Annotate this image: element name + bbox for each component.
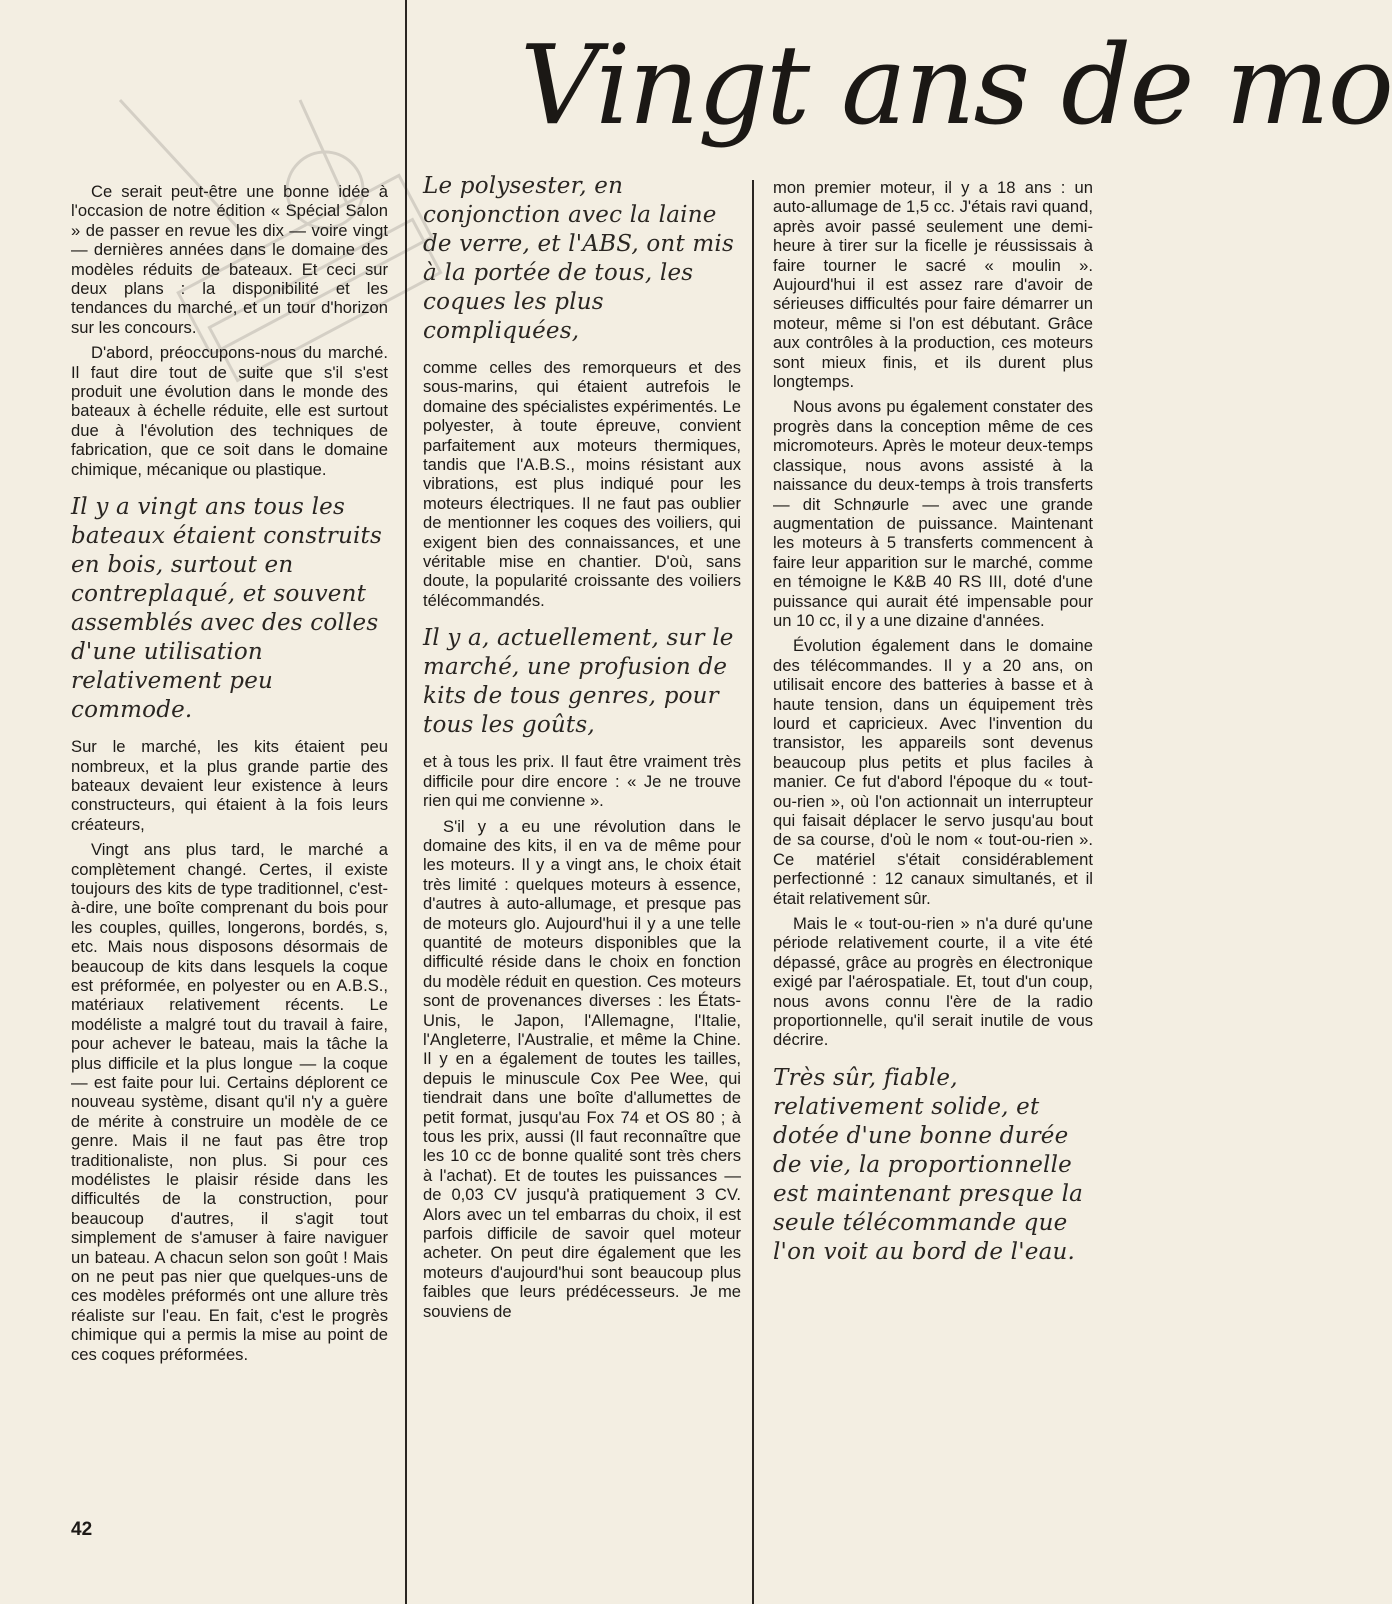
paragraph: Évolution également dans le domaine des télécommandes. Il y a 20 ans, on utilisait encore des batteries à basse et à haute tension, dans un équipement très lourd et capricieux. Avec l'invention du transistor, les appareils sont devenus beaucoup plus petits et plus faciles à manier. Ce fut d'abord l'époque du « tout-ou-rien », où l'on actionnait un interrupteur qui faisait déplacer le servo jusqu'au bout de sa course, d'où le nom « tout-ou-rien ». Ce matériel s'était considérablement perfectionné : 12 canaux simultanés, et il était relativement sûr. [773, 636, 1093, 908]
column-3 [773, 178, 1093, 1279]
paragraph: Vingt ans plus tard, le marché a complètement changé. Certes, il existe toujours des kits de type traditionnel, c'est-à-dire, une boîte comprenant du bois pour les couples, quilles, longerons, bordés, s, etc. Mais nous disposons désormais de beaucoup de kits dans lesquels la coque est préformée, en polyester ou en A.B.S., matériaux relativement récents. Le modéliste a malgré tout du travail à faire, pour achever le bateau, mais la tâche la plus difficile et la plus longue — la coque — est faite pour lui. Certains déplorent ce nouveau système, disant qu'il n'y a guère de mérite à construire un modèle de ce genre. Mais il ne faut pas être trop traditionaliste, non plus. Si pour ces modélistes le plaisir réside dans les difficultés de la construction, pour beaucoup d'autres, il s'agit tout simplement de s'amuser à faire naviguer un bateau. A chacun selon son goût ! Mais on ne peut pas nier que quelques-uns de ces modèles préformés ont une allure très réaliste sur l'eau. En fait, c'est le progrès chimique qui a permis la mise au point de ces coques préformées. [71, 840, 388, 1364]
pull-quote: Il y a vingt ans tous les bateaux étaient construits en bois, surtout en contreplaqué, et souvent assemblés avec des colles d'une utilisation relativement peu commode. [71, 494, 382, 724]
column-1 [71, 182, 388, 1370]
pull-quote: Très sûr, fiable, relativement solide, et dotée d'une bonne durée de vie, la proportionnelle est maintenant presque la seule télécommande que l'on voit au bord de l'eau. [773, 1064, 1084, 1265]
paragraph: et à tous les prix. Il faut être vraiment très difficile pour dire encore : « Je ne trouve rien qui me convienne ». [423, 752, 741, 811]
paragraph: comme celles des remorqueurs et des sous-marins, qui étaient autrefois le domaine des spécialistes expérimentés. Le polyester, à toute épreuve, convient parfaitement aux moteurs thermiques, tandis que l'A.B.S., moins résistant aux vibrations, est plus indiqué pour les moteurs électriques. Il ne faut pas oublier de mentionner les coques des voiliers, qui exigent bien des connaissances, et une véritable mise en chantier. D'où, sans doute, la popularité croissante des voiliers télécommandés. [423, 358, 741, 610]
paragraph: Nous avons pu également constater des progrès dans la conception même de ces micromoteurs. Après le moteur deux-temps classique, nous avons assisté à la naissance du deux-temps à trois transferts — dit Schnøurle — avec une grande augmentation de puissance. Maintenant les moteurs à 5 transferts commencent à faire leur apparition sur le marché, comme en témoigne le K&B 40 RS III, doté d'une puissance qui aurait été impensable pour un 10 cc, il y a une dizaine d'années. [773, 397, 1093, 630]
paragraph: mon premier moteur, il y a 18 ans : un auto-allumage de 1,5 cc. J'étais ravi quand, après avoir passé seulement une demi-heure à tirer sur la ficelle je réussissais à faire tourner le sacré « moulin ». Aujourd'hui il est assez rare d'avoir de sérieuses difficultés pour faire démarrer un moteur, même si l'on est débutant. Grâce aux contrôles à la production, ces moteurs sont mieux finis, et ils durent plus longtemps. [773, 178, 1093, 392]
paragraph: Mais le « tout-ou-rien » n'a duré qu'une période relativement courte, il a vite été dépassé, grâce au progrès en électronique exigé par l'aérospatiale. Et, tout d'un coup, nous avons connu l'ère de la radio proportionnelle, qu'il serait inutile de vous décrire. [773, 914, 1093, 1050]
paragraph: Ce serait peut-être une bonne idée à l'occasion de notre édition « Spécial Salon » de passer en revue les dix — voire vingt — dernières années dans le domaine des modèles réduits de bateaux. Et ceci sur deux plans : la disponibilité et les tendances du marché, et un tour d'horizon sur les concours. [71, 182, 388, 337]
pull-quote: Il y a, actuellement, sur le marché, une profusion de kits de tous genres, pour tous les goûts, [423, 625, 734, 739]
paragraph: Sur le marché, les kits étaient peu nombreux, et la plus grande partie des bateaux devaient leur existence à leurs constructeurs, qui étaient à la fois leurs créateurs, [71, 737, 388, 834]
page-title: Vingt ans de mo [520, 21, 1392, 149]
column-divider-2 [752, 180, 754, 1604]
paragraph: D'abord, préoccupons-nous du marché. Il faut dire tout de suite que s'il s'est produit une évolution dans le monde des bateaux à échelle réduite, elle est surtout due à l'évolution des techniques de fabrication, que ce soit dans le domaine chimique, mécanique ou plastique. [71, 343, 388, 479]
column-2 [423, 172, 741, 1327]
page-number: 42 [71, 1519, 93, 1540]
paragraph: S'il y a eu une révolution dans le domaine des kits, il en va de même pour les moteurs. Il y a vingt ans, le choix était très limité : quelques moteurs à essence, d'autres à auto-allumage, et presque pas de moteurs glo. Aujourd'hui il y a une telle quantité de moteurs disponibles que la difficulté réside dans le choix en fonction du modèle réduit en question. Ces moteurs sont de provenances diverses : les États-Unis, le Japon, l'Allemagne, l'Italie, l'Angleterre, l'Australie, et même la Chine. Il y en a également de toutes les tailles, depuis le minuscule Cox Pee Wee, qui tiendrait dans une boîte d'allumettes de petit format, jusqu'au Fox 74 et OS 80 ; à tous les prix, aussi (Il faut reconnaître que les 10 cc de bonne qualité sont très chers à l'achat). Et de toutes les puissances — de 0,03 CV jusqu'à pratiquement 3 CV. Alors avec un tel embarras du choix, il est parfois difficile de savoir quel moteur acheter. On peut dire également que les moteurs d'aujourd'hui sont beaucoup plus faibles que leurs prédécesseurs. Je me souviens de [423, 816, 741, 1321]
column-divider-1 [405, 0, 407, 1604]
pull-quote: Le polysester, en conjonction avec la laine de verre, et l'ABS, ont mis à la portée de tous, les coques les plus compliquées, [423, 173, 734, 344]
